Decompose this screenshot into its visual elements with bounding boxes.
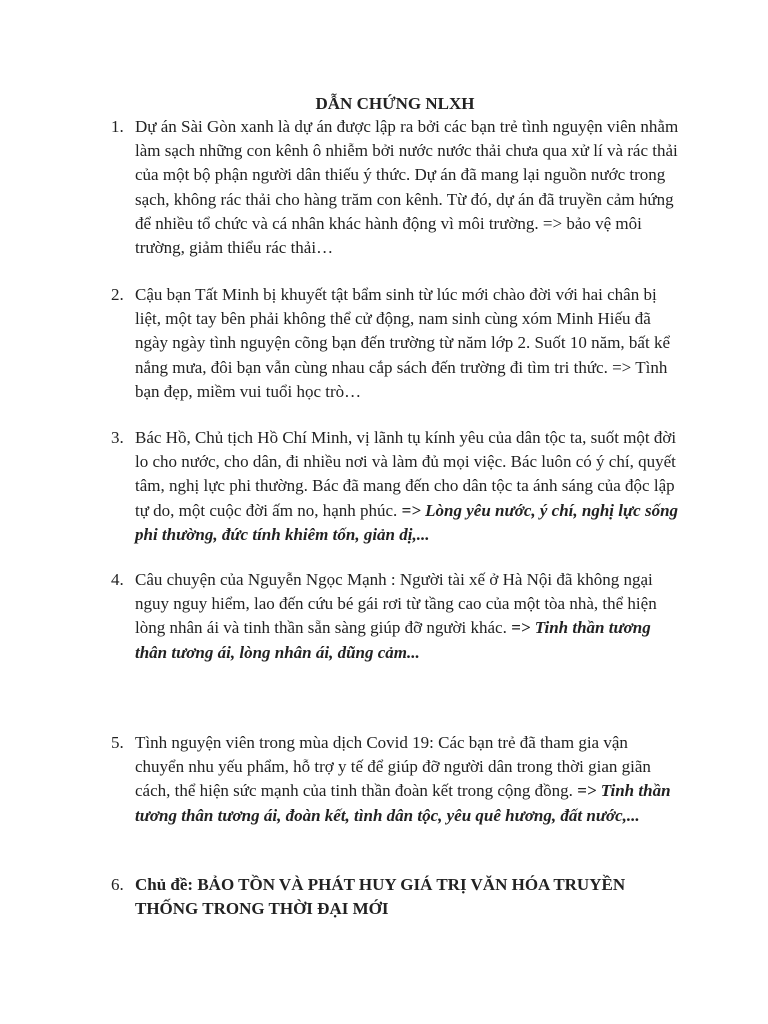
item-text: Câu chuyện của Nguyễn Ngọc Mạnh : Người tài xế ở Hà Nội đã không ngại nguy nguy hiểm, lao đến cứu bé gái rơi từ tầng cao của một tòa nhà, thể hiện lòng nhân ái và tinh thần sẵn sàng giúp đỡ người khác.: [135, 570, 657, 638]
list-item: [111, 873, 681, 921]
list-item: [111, 283, 681, 404]
item-number: 4.: [111, 570, 124, 589]
item-text: Tình nguyện viên trong mùa dịch Covid 19: Các bạn trẻ đã tham gia vận chuyển nhu yếu phẩm, hỗ trợ y tế để giúp đỡ người dân trong thời gian giãn cách, thể hiện sức mạnh của tinh thần đoàn kết trong cộng đồng.: [135, 733, 651, 801]
item-text-block: [135, 426, 681, 547]
item-text: Dự án Sài Gòn xanh là dự án được lập ra bởi các bạn trẻ tình nguyện viên nhằm làm sạch những con kênh ô nhiễm bởi nước nước thải chưa qua xử lí và rác thải của một bộ phận người dân thiếu ý thức. Dự án đã mang lại nguồn nước trong sạch, không rác thải cho hàng trăm con kênh. Từ đó, dự án đã truyền cảm hứng để nhiều tổ chức và cá nhân khác hành động vì môi trường. => bảo vệ môi trường, giảm thiểu rác thải…: [135, 117, 679, 258]
list-item: [111, 115, 681, 260]
item-emphasis: => Lòng yêu nước, ý chí, nghị lực sống phi thường, đức tính khiêm tốn, giản dị,...: [135, 500, 679, 544]
item-text-block: [135, 568, 681, 665]
item-emphasis: => Tinh thần tương thân tương ái, đoàn kết, tình dân tộc, yêu quê hương, đất nước,...: [135, 781, 671, 825]
list-item: [111, 731, 681, 828]
item-text-block: [135, 873, 681, 921]
item-number: 1.: [111, 117, 124, 136]
item-text-block: [135, 731, 681, 828]
item-text-block: [135, 115, 681, 260]
document-title: DẪN CHỨNG NLXH: [315, 94, 475, 113]
section-heading: Chủ đề: BẢO TỒN VÀ PHÁT HUY GIÁ TRỊ VĂN HÓA TRUYỀN THỐNG TRONG THỜI ĐẠI MỚI: [135, 875, 626, 919]
item-text-block: [135, 283, 681, 404]
list-item: [111, 568, 681, 665]
item-text: Bác Hồ, Chủ tịch Hồ Chí Minh, vị lãnh tụ kính yêu của dân tộc ta, suốt một đời lo cho nước, cho dân, đi nhiều nơi và làm đủ mọi việc. Bác luôn có ý chí, quyết tâm, nghị lực phi thường. Bác đã mang đến cho dân tộc ta ánh sáng của độc lập tự do, một cuộc đời ấm no, hạnh phúc.: [135, 428, 677, 520]
item-number: 5.: [111, 733, 124, 752]
list-item: [111, 426, 681, 547]
item-number: 6.: [111, 875, 124, 894]
item-number: 2.: [111, 285, 124, 304]
item-number: 3.: [111, 428, 124, 447]
item-emphasis: => Tinh thần tương thân tương ái, lòng nhân ái, dũng cảm...: [135, 618, 651, 662]
item-text: Cậu bạn Tất Minh bị khuyết tật bẩm sinh từ lúc mới chào đời với hai chân bị liệt, một tay bên phải không thể cử động, nam sinh cùng xóm Minh Hiếu đã ngày ngày tình nguyện cõng bạn đến trường từ năm lớp 2. Suốt 10 năm, bất kể nắng mưa, đôi bạn vẫn cùng nhau cắp sách đến trường đi tìm tri thức. => Tình bạn đẹp, miềm vui tuổi học trò…: [135, 285, 670, 401]
